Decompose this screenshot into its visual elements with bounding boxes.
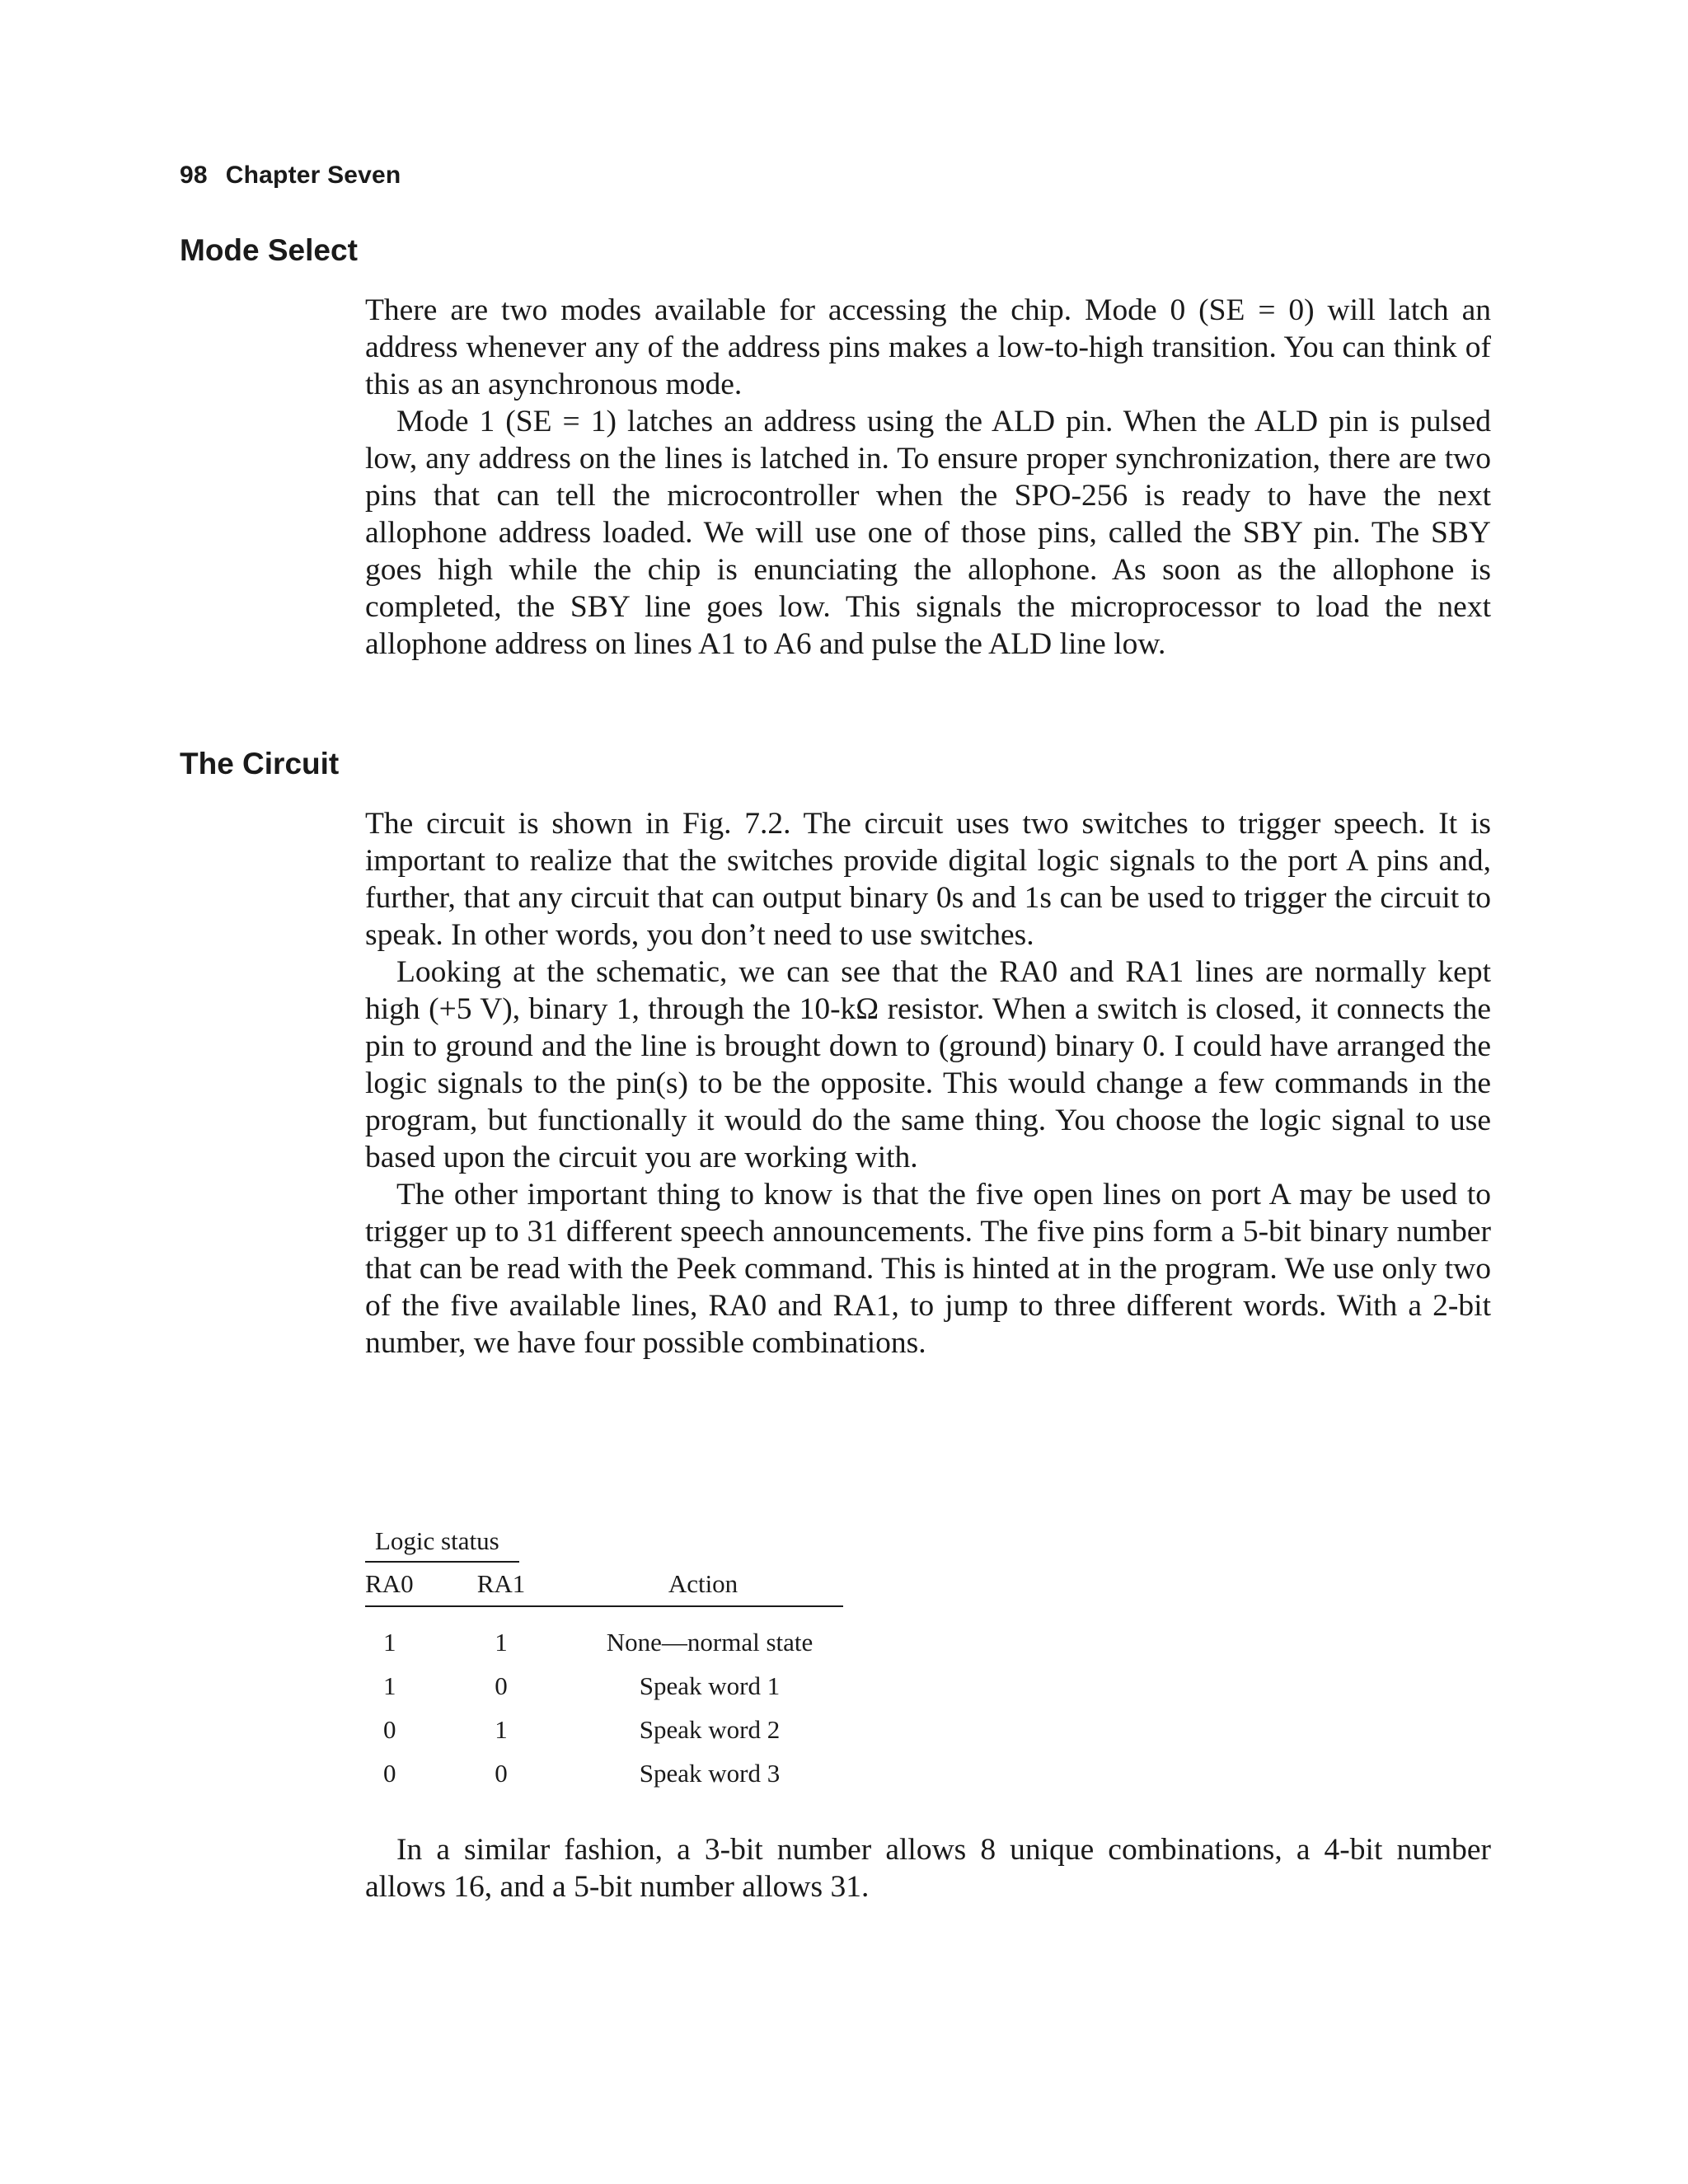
section-heading-mode-select: Mode Select: [180, 233, 358, 267]
the-circuit-body: [365, 805, 1491, 1361]
table-row: [365, 1751, 843, 1795]
table-group-header-row: [365, 1526, 843, 1563]
cell-ra0: 1: [383, 1627, 396, 1657]
table-row: [365, 1664, 843, 1708]
cell-ra0: 0: [383, 1714, 396, 1744]
cell-ra0: 1: [383, 1671, 396, 1700]
paragraph: In a similar fashion, a 3-bit number allows 8 unique combinations, a 4-bit number allows 16, and a 5-bit number allows 31.: [365, 1833, 1491, 1904]
cell-ra0: 0: [383, 1758, 396, 1788]
paragraph: Mode 1 (SE = 1) latches an address using the ALD pin. When the ALD pin is pulsed low, any address on the lines is latched in. To ensure proper synchronization, there are two pins that can tell the microcontroller when the SPO-256 is ready to have the next allophone address loaded. We will use one of those pins, called the SBY pin. The SBY goes high while the chip is enunciating the allophone. As soon as the allophone is completed, the SBY line goes low. This signals the microprocessor to load the next allophone address on lines A1 to A6 and pulse the ALD line low.: [365, 405, 1491, 661]
column-header-ra0: RA0: [365, 1563, 439, 1606]
column-header-action: Action: [563, 1563, 843, 1606]
paragraph: The circuit is shown in Fig. 7.2. The circuit uses two switches to trigger speech. It is important to realize that the switches provide digital logic signals to the port A pins and, further, that any circuit that can output binary 0s and 1s can be used to trigger the circuit to speak. In other words, you don’t need to use switches.: [365, 807, 1491, 952]
cell-action: None—normal state: [606, 1627, 814, 1657]
cell-ra1: 1: [495, 1627, 508, 1657]
paragraph: There are two modes available for accessing the chip. Mode 0 (SE = 0) will latch an address whenever any of the address pins makes a low-to-high transition. You can think of this as an asynchronous mode.: [365, 293, 1491, 401]
section-heading-the-circuit: The Circuit: [180, 747, 340, 780]
cell-ra1: 0: [495, 1758, 508, 1788]
paragraph: The other important thing to know is that the five open lines on port A may be used to trigger up to 31 different speech announcements. The five pins form a 5-bit binary number that can be read with the Peek command. This is hinted at in the program. We use only two of the five available lines, RA0 and RA1, to jump to three different words. With a 2-bit number, we have four possible combinations.: [365, 1178, 1491, 1360]
table-row: [365, 1606, 843, 1664]
paragraph: Looking at the schematic, we can see that the RA0 and RA1 lines are normally kept high (+5 V), binary 1, through the 10-kΩ resistor. When a switch is closed, it connects the pin to ground and the line is brought down to (ground) binary 0. I could have arranged the logic signals to the pin(s) to be the opposite. This would change a few commands in the program, but functionally it would do the same thing. You choose the logic signal to use based upon the circuit you are working with.: [365, 955, 1491, 1174]
column-header-ra1: RA1: [439, 1563, 563, 1606]
logic-status-header: Logic status: [365, 1526, 519, 1563]
table-column-header-row: [365, 1563, 843, 1606]
cell-ra1: 0: [495, 1671, 508, 1700]
chapter-title: Chapter Seven: [225, 162, 401, 189]
running-head: [180, 162, 401, 190]
page-number: 98: [180, 162, 208, 189]
cell-action: Speak word 3: [639, 1758, 781, 1788]
table-row: [365, 1708, 843, 1751]
cell-ra1: 1: [495, 1714, 508, 1744]
cell-action: Speak word 2: [639, 1714, 781, 1744]
cell-action: Speak word 1: [639, 1671, 781, 1700]
mode-select-body: [365, 292, 1491, 663]
closing-body: [365, 1831, 1491, 1905]
logic-status-table: [365, 1526, 843, 1795]
